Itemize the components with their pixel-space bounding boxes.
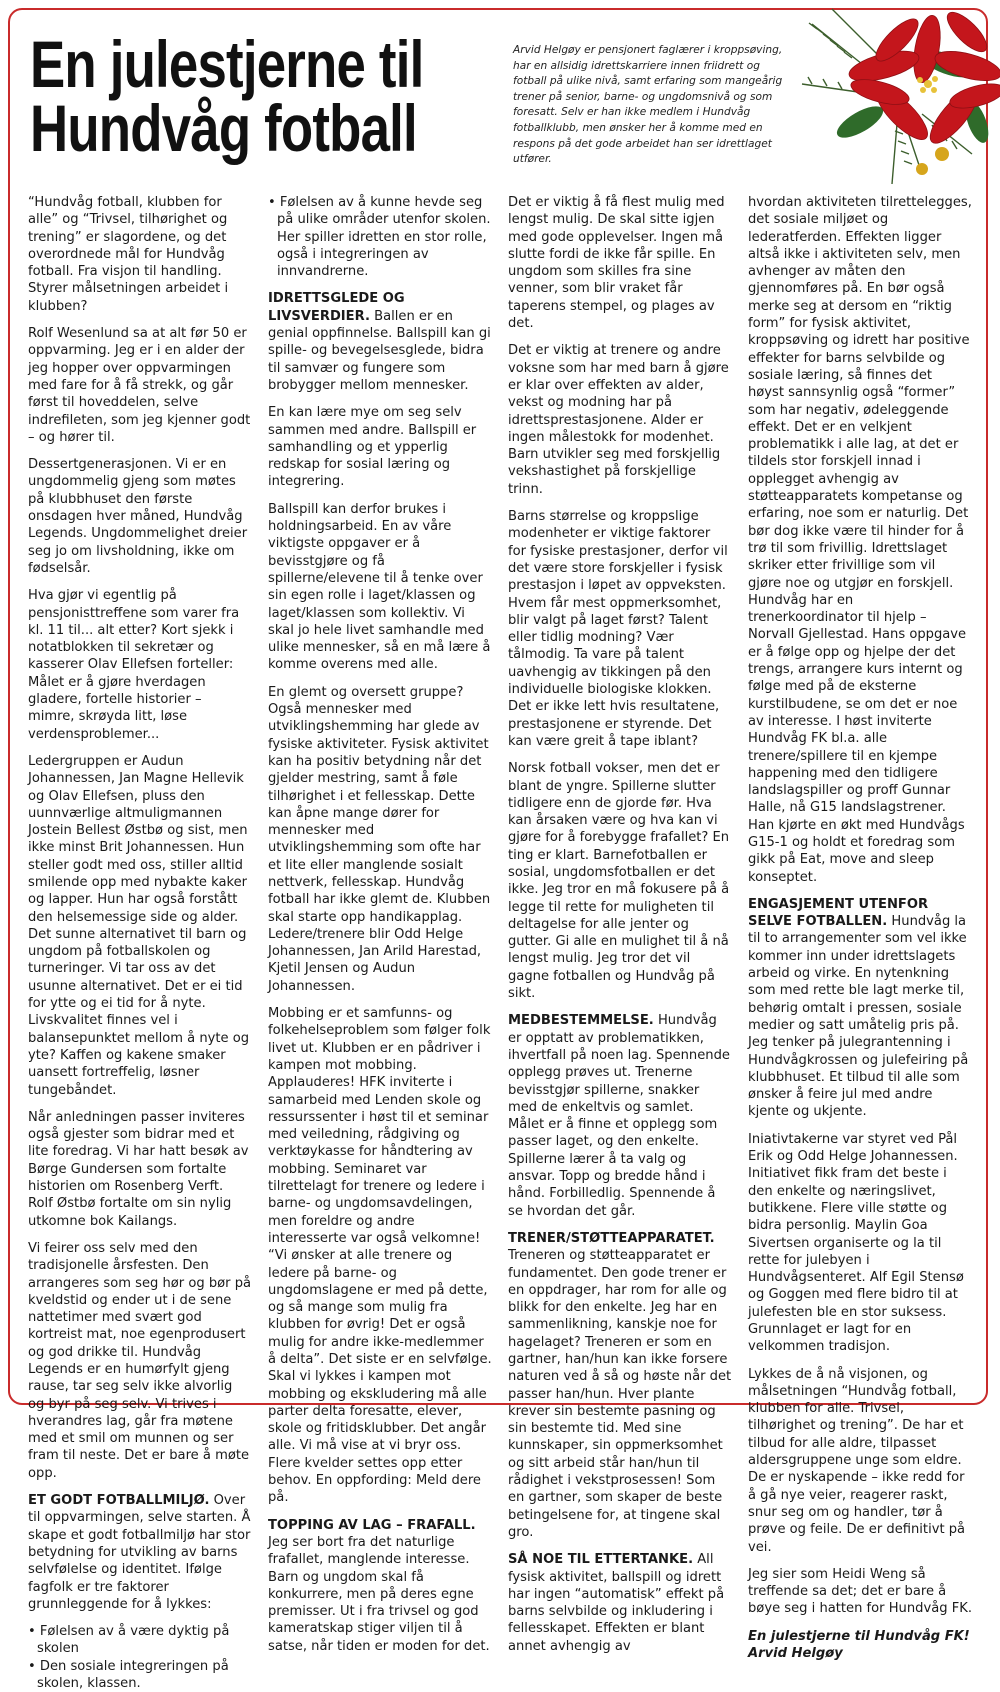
article-title: En julestjerne til Hundvåg fotball — [30, 27, 424, 165]
paragraph-text: Ledergruppen er Audun Johannessen, Jan Magne Hellevik og Olav Ellefsen, pluss den uunnværlige altmuligmannen Jostein Bellest Østbø og sist, men ikke minst Brit Johannessen. Hun steller godt med oss, stiller alltid smilende opp med nybakte kaker og lapper. Hun har også forstått den helsemessige side og alder. Det sunne alternativet til barn og ungdom på fotballskolen og turneringer. Vi tar oss av det usunne alternativet. Det er ei tid for ytte og ei tid for å nyte. Livskvalitet finnes vel i balansepunktet mellom å nyte og yte? Kaffen og kakene smaker uansett fortreffelig, løsner tungebåndet. — [28, 753, 250, 1098]
bullet-list — [28, 1623, 252, 1692]
list-item: • Den sosiale integreringen på skolen, klassen. — [28, 1658, 252, 1692]
paragraph-text: Ballspill kan derfor brukes i holdningsarbeid. En av våre viktigste oppgaver er å bevisstgjøre og få spillerne/elevene til å tenke over sin egen rolle i laget/klassen og laget/klassen som kollektiv. Vi skal jo hele livet samhandle med ulike mennesker, så en må lære å komme overens med alle. — [268, 501, 491, 673]
paragraph — [508, 342, 732, 498]
paragraph-text: All fysisk aktivitet, ballspill og idrett har ingen “automatisk” effekt på barns selvbilde og inkludering i fellesskapet. Effekten er blant annet avhengig av — [508, 1552, 725, 1654]
paragraph-text: Rolf Wesenlund sa at alt før 50 er oppvarming. Jeg er i en alder der jeg hopper over oppvarmingen med fare for å få strekk, og går først til hoveddelen, selve indrefileten, som jeg kjenner godt – og hører til. — [28, 326, 251, 445]
paragraph — [28, 1492, 252, 1613]
paragraph — [508, 1230, 732, 1541]
paragraph-text: Jeg sier som Heidi Weng så treffende sa det; det er bare å bøye seg i hatten for Hundvåg FK. — [748, 1566, 972, 1617]
paragraph-text: Det er viktig å få flest mulig med lengst mulig. De skal sitte igjen med gode opplevelser. Ingen må slutte fordi de ikke får spille. En ungdom som skilles fra sine venner, som blir vraket får taperens stempel, og plages av det. — [508, 195, 725, 332]
paragraph — [28, 325, 252, 446]
paragraph — [508, 194, 732, 332]
paragraph — [28, 1240, 252, 1482]
paragraph-text: Lykkes de å nå visjonen, og målsetningen “Hundvåg fotball, klubben for alle. Trivsel, tilhørighet og trening”. De har et tilbud for alle aldre, tilpasset aldersgruppene unge som eldre. De er nyskapende – ikke redd for å gå nye veier, reagerer raskt, snur seg om og handler, tør å prøve og feile. De er definitivt på vei. — [748, 1366, 966, 1555]
section-heading: TOPPING AV LAG – FRAFALL. — [268, 1517, 476, 1533]
paragraph — [268, 404, 492, 490]
bullet-list — [268, 194, 492, 280]
section-heading: ENGASJEMENT UTENFOR SELVE FOTBALLEN. — [748, 896, 929, 930]
text-column — [28, 194, 252, 1692]
section-heading: SÅ NOE TIL ETTERTANKE. — [508, 1552, 694, 1568]
paragraph — [508, 508, 732, 750]
paragraph — [268, 501, 492, 674]
article-columns — [28, 194, 972, 1692]
paragraph — [28, 194, 252, 315]
paragraph — [268, 290, 492, 394]
paragraph — [748, 1131, 972, 1356]
paragraph-text: Hva gjør vi egentlig på pensjonisttreffene som varer fra kl. 11 til... alt etter? Kort sjekk i notatblokken til sekretær og kasserer Olav Ellefsen forteller: Målet er å gjøre hverdagen gladere, fortelle historier – mimre, skrøyda litt, løse verdensproblemer... — [28, 588, 240, 742]
paragraph — [268, 1005, 492, 1507]
paragraph — [748, 896, 972, 1121]
list-item: • Følelsen av å kunne hevde seg på ulike områder utenfor skolen. Her spiller idretten en stor rolle, også i integreringen av innvandrerne. — [268, 194, 492, 280]
paragraph — [268, 684, 492, 995]
paragraph-text: Iniativtakerne var styret ved Pål Erik og Odd Helge Johannessen. Initiativet fikk fram det beste i den enkelte og næringslivet, butikkene. Flere ville støtte og bidra personlig. Maylin Goa Sivertsen organiserte og la til rette for julebyen i Hundvågsenteret. Alf Egil Stensø og Goggen med flere bidro til at julefesten ble en stor suksess. Grunnlaget er lagt for en velkommen tradisjon. — [748, 1131, 964, 1355]
paragraph-text: hvordan aktiviteten tilrettelegges, det sosiale miljøet og lederatferden. Effekten ligger altså ikke i aktiviteten selv, men avhenger av måten den gjennomføres på. En bør også merke seg at dersom en “riktig form” for fysisk aktivitet, kroppsøving og idrett har positive effekter for barns selvbilde og sosiale læring, så finnes det høyst sannsynlig også “former” som har negativ, ødeleggende effekt. Det er en velkjent problematikk i alle lag, at det er tildels stor forskjell innad i opplegget avhengig av støtteapparatets kompetanse og erfaring, noe som er naturlig. Det bør dog ikke være til hinder for å trø til som frivillig. Idrettslaget skriker etter frivillige som vil gjøre noe og utgjør en forskjell. Hundvåg har en trenerkoordinator til hjelp – Norvall Gjellestad. Hans oppgave er å følge opp og hjelpe der det trengs, arrangere kurs internt og følge med på de eksterne kurstilbudene, se om det er noe av interesse. I høst inviterte Hundvåg FK bl.a. alle trenere/spillere til en kjempe happening med den tidligere landslagspiller og proff Gunnar Halle, nå G15 landslagstrener. Han kjørte en økt med Hundvågs G15-1 og holdt et foredrag som gikk på Eat, move and sleep konseptet. — [748, 195, 972, 885]
paragraph-text: Hundvåg la til to arrangementer som vel ikke kommer inn under idrettslagets arbeid og virke. En nytenkning som med rette ble lagt merke til, behørig omtalt i pressen, sosiale medier og satt umåtelig pris på. Jeg tenker på julegrantenning i Hundvågkrossen og julefeiring på klubbhuset. Et tilbud til alle som ønsker å feire jul med andre kjente og ukjente. — [748, 914, 969, 1120]
paragraph — [28, 587, 252, 743]
paragraph-text: Treneren og støtteapparatet er fundamentet. Den gode trener er en oppdrager, har rom for alle og blikk for den enkelte. Jeg har en sammenlikning, kanskje noe for hagelaget? Treneren er som en gartner, han/hun kan ikke forsere naturen ved å så og høste når det passer han/hun. Hver plante krever sin bestemte pasning og sin bestemte tid. Med sine kunnskaper, sin oppmerksomhet og sitt arbeid står han/hun til rådighet i vekstprosessen! Som en gartner, som skaper de beste betingelsene for, at tingene skal gro. — [508, 1248, 732, 1540]
section-heading: ET GODT FOTBALLMILJØ. — [28, 1493, 210, 1509]
text-column — [508, 194, 732, 1654]
article-page — [8, 8, 988, 1692]
paragraph — [268, 1517, 492, 1655]
paragraph — [748, 1366, 972, 1556]
paragraph — [748, 194, 972, 886]
text-column — [268, 194, 492, 1654]
paragraph-text: Norsk fotball vokser, men det er blant de yngre. Spillerne slutter tidligere enn de gjorde før. Hva kan årsaken være og hva kan vi gjøre for å forebygge frafallet? En ting er klart. Barnefotballen er sosial, ungdomsfotballen er det ikke. Jeg tror en må fokusere på å legge til rette for muligheten til deltagelse for alle jenter og gutter. Gi alle en mulighet til å nå lengst mulig. Jeg tror det vil gagne fotballen og Hundvåg på sikt. — [508, 761, 730, 1002]
paragraph — [28, 1109, 252, 1230]
signature — [748, 1628, 972, 1663]
paragraph-text: “Hundvåg fotball, klubben for alle” og “Trivsel, tilhørighet og trening” er slagordene, og det overordnede mål for Hundvåg fotball. Fra visjon til handling. Styrer målsetningen arbeidet i klubben? — [28, 195, 229, 314]
paragraph-text: En glemt og oversett gruppe? Også mennesker med utviklingshemming har glede av fysiske aktiviteter. Fysisk aktivitet kan ha positiv betydning når det gjelder mestring, samt å føle tilhørighet i et fellesskap. Dette kan åpne mange dører for mennesker med utviklingshemming som ofte har et lite eller manglende sosialt nettverk, fellesskap. Hundvåg fotball har ikke glemt de. Klubben skal starte opp handikapplag. Ledere/trenere blir Odd Helge Johannessen, Jan Arild Harestad, Kjetil Jensen og Audun Johannessen. — [268, 684, 491, 994]
paragraph-text: Over til oppvarmingen, selve starten. Å skape et godt fotballmiljø har stor betydning for utvikling av barns selvfølelse og identitet. Ifølge fagfolk er tre faktorer grunnleggende for å lykkes: — [28, 1493, 251, 1612]
paragraph-text: Når anledningen passer inviteres også gjester som bidrar med et lite foredrag. Vi har hatt besøk av Børge Gundersen som fortalte historien om Rosenberg Verft. Rolf Østbø fortalte om sin nylig utkomne bok Kailangs. — [28, 1109, 249, 1229]
paragraph-text: Barns størrelse og kroppslige modenheter er viktige faktorer for fysiske prestasjoner, derfor vil det være store forskjeller i fysisk prestasjon i løpet av oppveksten. Hvem får mest oppmerksomhet, blir valgt på laget først? Talent eller tidlig modning? Vær tålmodig. Ta vare på talent uavhengig av tikkingen på den individuelle biologiske klokken. Det er ikke lett hvis resultatene, prestasjonene er styrende. Det kan være greit å tape iblant? — [508, 509, 728, 749]
section-heading: MEDBESTEMMELSE. — [508, 1013, 654, 1029]
paragraph-text: Det er viktig at trenere og andre voksne som har med barn å gjøre er klar over effekten av alder, vekst og modning har på idrettsprestasjonene. Alder er ingen målestokk for modenhet. Barn utvikler seg med forskjellig vekshastighet på forskjellige trinn. — [508, 343, 729, 497]
paragraph-text: Vi feirer oss selv med den tradisjonelle årsfesten. Den arrangeres som seg hør og bør på kveldstid og ender ut i de sene nattetimer med svært god kortreist mat, noe egenprodusert og god drikke til. Hundvåg Legends er en humørfylt gjeng rause, tar seg selv ikke alvorlig og byr på seg selv. Vi trives i hverandres lag, går fra møtene med et smil om munnen og ser fram til neste. Det er bare å møte opp. — [28, 1240, 252, 1481]
section-heading: IDRETTSGLEDE OG LIVSVERDIER. — [268, 291, 405, 324]
paragraph-text: Mobbing er et samfunns- og folkehelseproblem som følger folk livet ut. Klubben er en pådriver i kampen mot mobbing. Applauderes! HFK inviterte i samarbeid med Lenden skole og ressurssenter i høst til et seminar med veiledning, rådgiving og verktøykasse for håndtering av mobbing. Seminaret var tilrettelagt for trenere og ledere i barne- og ungdomsavdelingen, men foreldre og andre interesserte var også velkomne! “Vi ønsker at alle trenere og ledere på barne- og ungdomslagene er med på dette, og så mange som mulig fra klubben for øvrig! Det er også mulig for andre ikke-medlemmer å delta”. Det siste er en selvfølge. Skal vi lykkes i kampen mot mobbing og ekskludering må alle parter delta foresatte, elever, skole og fritidsklubber. Det angår alle. Vi må vise at vi bryr oss. Flere kvelder settes opp etter behov. En oppfording: Meld dere på. — [268, 1006, 492, 1506]
paragraph — [508, 1012, 732, 1220]
author-intro: Arvid Helgøy er pensjonert faglærer i kroppsøving, har en allsidig idrettskarriere innen friidrett og fotball på ulike nivå, samt erfaring som mangeårig trener på senior, barne- og ungdomsnivå og som foresatt. Selv er han ikke medlem i Hundvåg fotballklubb, men ønsker her å komme med en respons på det gode arbeidet han ser idrettlaget utfører. — [513, 44, 783, 166]
section-heading: TRENER/STØTTEAPPARATET. — [508, 1230, 715, 1246]
paragraph-text: En kan lære mye om seg selv sammen med andre. Ballspill er samhandling og et ypperlig redskap for sosial læring og integrering. — [268, 405, 477, 490]
paragraph-text: Ballen er en genial oppfinnelse. Ballspill kan gi spille- og bevegelsesglede, bidra til samvær og fungere som brobygger mellom mennesker. — [268, 308, 491, 393]
signature-tagline: En julestjerne til Hundvåg FK! — [748, 1628, 970, 1644]
text-column — [748, 194, 972, 1662]
paragraph — [28, 753, 252, 1099]
poinsettia-icon — [772, 4, 992, 194]
paragraph-text: Jeg ser bort fra det naturlige frafallet, manglende interesse. Barn og ungdom skal få konkurrere, men på deres egne premisser. Ut i fra trivsel og god kameratskap stiger viljen til å satse, når tiden er moden for det. — [268, 1534, 490, 1654]
paragraph — [508, 760, 732, 1002]
paragraph — [508, 1551, 732, 1655]
paragraph — [748, 1566, 972, 1618]
author-name: Arvid Helgøy — [748, 1646, 843, 1662]
paragraph-text: Dessertgenerasjonen. Vi er en ungdommelig gjeng som møtes på klubbhuset den første onsdagen hver måned, Hundvåg Legends. Ungdommelighet dreier seg jo om livsholdning, ikke om fødselsår. — [28, 457, 248, 576]
paragraph-text: Hundvåg er opptatt av problematikken, ihvertfall på noen lag. Spennende opplegg prøves ut. Trenerne bevisstgjør spillerne, snakker med de enkeltvis og samlet. Målet er å finne et opplegg som passer laget, og den enkelte. Spillerne lærer å ta valg og ansvar. Topp og bredde hånd i hånd. Forbilledlig. Spennende å se hvordan det går. — [508, 1013, 730, 1219]
paragraph — [28, 456, 252, 577]
list-item: • Følelsen av å være dyktig på skolen — [28, 1623, 252, 1658]
